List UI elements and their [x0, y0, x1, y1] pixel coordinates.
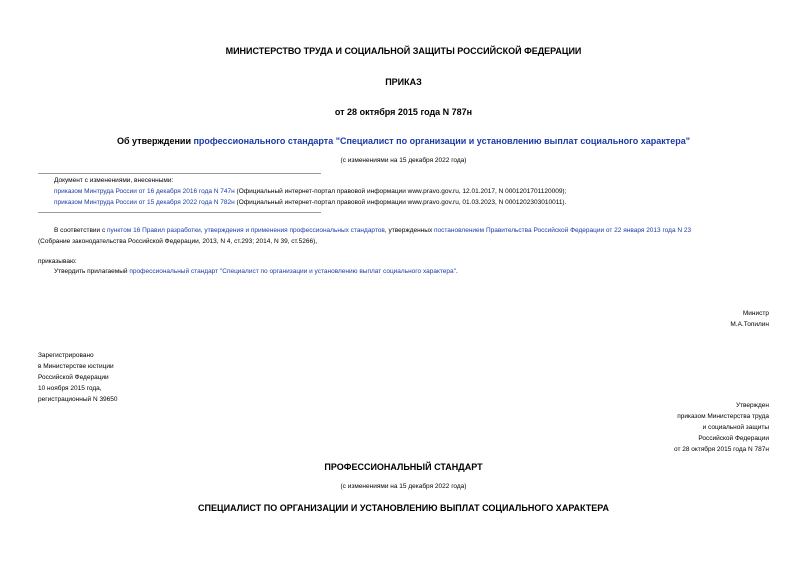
registration-line: Российской Федерации: [38, 374, 109, 381]
change-note: (Официальный интернет-портал правовой информации www.pravo.gov.ru, 01.03.2023, N 0001202303010011).: [234, 199, 567, 206]
signatory-position: Министр: [742, 310, 769, 317]
doc-revision: (с изменениями на 15 декабря 2022 года): [340, 157, 467, 164]
signatory-name: М.А.Топилин: [730, 321, 769, 328]
change-item: [54, 188, 566, 195]
doc-title: [0, 136, 807, 146]
standard-name: СПЕЦИАЛИСТ ПО ОРГАНИЗАЦИИ И УСТАНОВЛЕНИЮ ВЫПЛАТ СОЦИАЛЬНОГО ХАРАКТЕРА: [198, 503, 609, 513]
change-item: [54, 199, 566, 206]
approval-line: от 28 октября 2015 года N 787н: [673, 446, 769, 453]
approval-block: [674, 400, 769, 455]
approval-line: и социальной защиты: [702, 424, 769, 431]
approve-text: Утвердить прилагаемый: [54, 268, 130, 275]
orders-word: приказываю:: [38, 258, 77, 265]
preamble-line-1: [54, 227, 691, 234]
approve-paragraph: [54, 268, 458, 275]
resolution-link[interactable]: постановлением Правительства Российской Федерации от 22 января 2013 года N 23: [434, 227, 692, 234]
approval-line: Утвержден: [735, 402, 769, 409]
ministry-heading: МИНИСТЕРСТВО ТРУДА И СОЦИАЛЬНОЙ ЗАЩИТЫ РОССИЙСКОЙ ФЕДЕРАЦИИ: [225, 46, 582, 56]
changes-intro: Документ с изменениями, внесенными:: [54, 177, 174, 184]
registration-line: Зарегистрировано: [38, 352, 94, 359]
change-link[interactable]: приказом Минтруда России от 15 декабря 2022 года N 782н: [54, 199, 235, 206]
change-link[interactable]: приказом Минтруда России от 16 декабря 2016 года N 747н: [54, 188, 235, 195]
changes-top-rule: [38, 173, 321, 174]
approve-text: .: [455, 268, 458, 275]
rules-link[interactable]: пунктом 16 Правил разработки, утверждения и применения профессиональных стандартов: [107, 227, 385, 234]
doc-type: ПРИКАЗ: [385, 77, 422, 87]
registration-line: регистрационный N 39650: [38, 396, 118, 403]
registration-line: в Министерстве юстиции: [38, 363, 114, 370]
preamble-line-2: (Собрание законодательства Российской Федерации, 2013, N 4, ст.293; 2014, N 39, ст.5266),: [38, 238, 318, 245]
standard-revision: (с изменениями на 15 декабря 2022 года): [340, 483, 467, 490]
registration-block: [38, 350, 118, 405]
preamble-text: В соответствии с: [54, 227, 108, 234]
approved-standard-link[interactable]: профессиональный стандарт "Специалист по организации и установлению выплат социального характера": [129, 268, 456, 275]
change-note: (Официальный интернет-портал правовой информации www.pravo.gov.ru, 12.01.2017, N 0001201701120009);: [234, 188, 567, 195]
approval-line: приказом Министерства труда: [677, 413, 769, 420]
doc-date-number: от 28 октября 2015 года N 787н: [334, 107, 473, 117]
doc-title-prefix: Об утверждении: [117, 136, 194, 146]
changes-bottom-rule: [38, 212, 321, 213]
registration-line: 10 ноября 2015 года,: [38, 385, 102, 392]
standard-link[interactable]: профессионального стандарта "Специалист по организации и установлению выплат социального характера": [193, 136, 690, 146]
approval-line: Российской Федерации: [698, 435, 769, 442]
preamble-text: , утвержденных: [384, 227, 435, 234]
standard-heading: ПРОФЕССИОНАЛЬНЫЙ СТАНДАРТ: [324, 462, 483, 472]
